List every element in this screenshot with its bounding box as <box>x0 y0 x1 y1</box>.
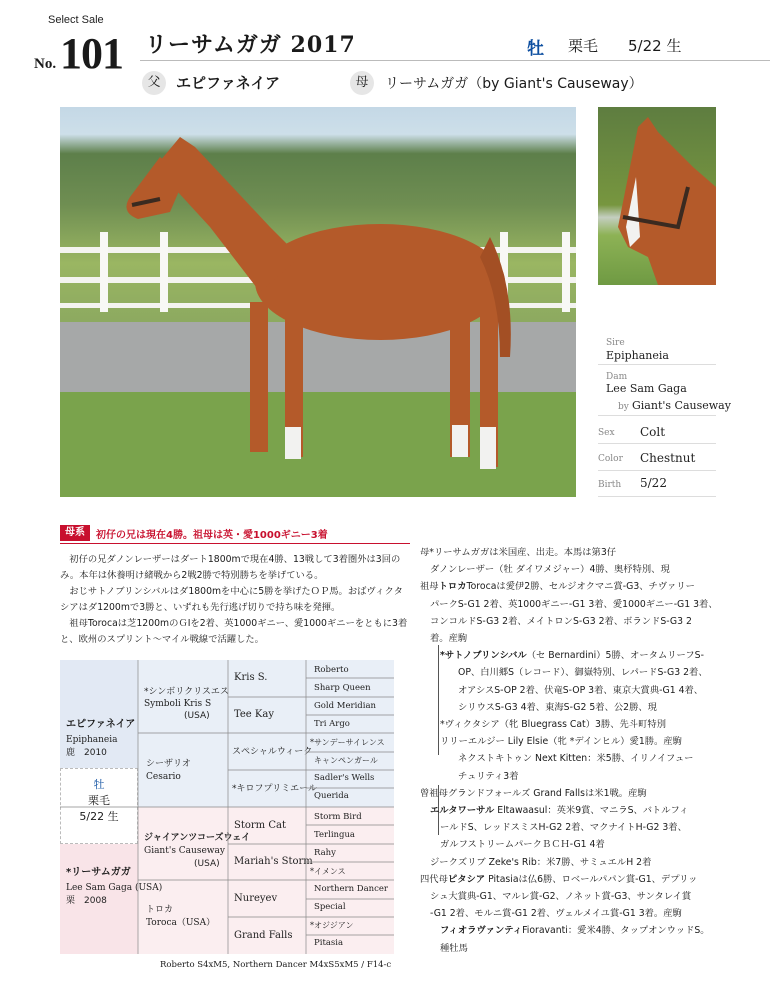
family-line-prefix: 四代母 <box>420 873 448 885</box>
info-birth-label: Birth <box>598 480 622 490</box>
pedigree-table <box>60 660 394 954</box>
pedigree-g2-country: (USA) <box>184 711 210 721</box>
pedigree-g4: Tri Argo <box>314 719 350 729</box>
info-sire-label: Sire <box>606 338 625 348</box>
family-text <box>420 544 720 957</box>
pedigree-dam-en: Lee Sam Gaga (USA) <box>66 883 163 893</box>
pedigree-g4: *サンデーサイレンス <box>310 738 385 747</box>
coat-label: 栗毛 <box>568 37 599 55</box>
pedigree-dam: *リーサムガガ <box>66 867 131 878</box>
pedigree-g2: *シンボリクリスエス <box>144 687 229 697</box>
family-line-prefix: 祖母 <box>420 581 439 593</box>
info-dam-label: Dam <box>606 372 628 382</box>
family-line-text: パークS-G1 2着、英1000ギニー-G1 3着、愛1000ギニー-G1 3着、 <box>430 598 718 610</box>
pedigree-g4: Gold Meridian <box>314 701 376 711</box>
pedigree-sire-info: 鹿 2010 <box>66 748 107 758</box>
inbreeding-crosses: Roberto S4xM5, Northern Dancer M4xS5xM5 / F14-c <box>160 960 392 970</box>
info-divider <box>598 496 716 497</box>
info-damsire: Giant's Causeway <box>632 399 731 412</box>
family-line <box>420 940 720 957</box>
info-divider <box>598 470 716 471</box>
family-line <box>420 768 720 785</box>
horse-photo <box>60 107 576 497</box>
dam-paragraph: 祖母Torocaは芝1200mのＧⅠを2着、英1000ギニー、愛1000ギニーをともに3着と、欧州のスプリント〜マイル戦線で活躍した。 <box>60 618 408 645</box>
family-line <box>420 819 720 836</box>
dam-line-tag: 母系 <box>60 525 90 541</box>
family-line <box>420 785 720 802</box>
pedigree-g4: Northern Dancer <box>314 884 388 894</box>
pedigree-g2-en: Symboli Kris S <box>144 699 212 709</box>
info-divider <box>598 415 716 416</box>
family-line-text: リリーエルジー Lily Elsie（牝 *デインヒル）愛1勝。産駒 <box>440 736 682 748</box>
family-line-text: コンコルドS-G3 2着、メイトロンS-G3 2着、ボランドS-G3 2 <box>430 615 692 627</box>
family-line <box>420 578 720 595</box>
family-horse-name: エルタワーサル <box>430 805 495 817</box>
info-dam-by: by <box>618 402 629 412</box>
pedigree-g4: Terlingua <box>314 830 355 840</box>
family-line-text: Torocaは愛伊2勝、セルジオクマニ賞-G3、チヴァリー <box>466 581 695 593</box>
pedigree-g4: Sadler's Wells <box>314 773 375 783</box>
pedigree-g4: キャンペンガール <box>314 756 378 765</box>
pedigree-g3: Mariah's Storm <box>234 856 313 867</box>
family-line-text: -G1 2着、モルニ賞-G1 2着、ヴェルメイユ賞-G1 3着。産駒 <box>430 908 682 920</box>
family-line-text: ジークズリブ Zeke's Rib：米7勝、サミュエルH 2着 <box>430 856 652 868</box>
info-divider <box>598 443 716 444</box>
pedigree-g3: *キロフプリミエール <box>232 784 317 794</box>
family-horse-name: トロカ <box>438 581 467 593</box>
family-line-text: *ヴィクタシア（牝 Bluegrass Cat）3勝、先斗町特別 <box>440 719 666 731</box>
family-line <box>420 836 720 853</box>
family-line-text: 種牡馬 <box>440 942 468 954</box>
family-line <box>420 664 720 681</box>
family-line <box>420 871 720 888</box>
pedigree-g3: Kris S. <box>234 672 268 683</box>
info-dam: Lee Sam Gaga <box>606 382 687 395</box>
family-line <box>420 802 720 819</box>
sire-name: エピファネイア <box>176 74 280 92</box>
family-line <box>420 613 720 630</box>
family-line <box>420 922 720 939</box>
lot-number: 101 <box>60 29 123 78</box>
family-line <box>420 733 720 750</box>
info-birth: 5/22 <box>640 476 667 490</box>
info-sex: Colt <box>640 425 666 439</box>
family-line-text: 母*リーサムガガは米国産、出走。本馬は第3仔 <box>420 547 617 558</box>
pedigree-g2: シーザリオ <box>146 759 191 769</box>
family-line-text: ガルフストリームパークＢＣＨ-G1 4着 <box>440 839 605 851</box>
family-line-text: シリウスS-G3 4着、東海S-G2 5着、公2勝、現 <box>458 701 657 713</box>
pedigree-g3: Storm Cat <box>234 820 286 831</box>
pedigree-g4: Special <box>314 902 346 912</box>
family-horse-name: *サトノブリンシバル <box>440 650 527 662</box>
family-line-text: ールドS、レッドスミスH-G2 2着、マクナイトH-G2 3着、 <box>440 822 687 834</box>
pedigree-g3: Grand Falls <box>234 930 293 941</box>
pedigree-g4: Roberto <box>314 665 349 675</box>
family-line <box>420 544 720 561</box>
info-sex-label: Sex <box>598 428 615 438</box>
pedigree-g3: Tee Kay <box>234 709 274 720</box>
family-line-text: Pitasiaは仏6勝、ロベールパパン賞-G1、デプリッ <box>485 873 698 885</box>
page-title: リーサムガガ 2017 <box>145 32 356 58</box>
family-line <box>420 888 720 905</box>
family-line-text: 曾祖母グランドフォールズ Grand Fallsは米1戦。産駒 <box>420 787 647 799</box>
portrait-illustration <box>598 107 716 285</box>
family-line <box>420 750 720 767</box>
info-color-label: Color <box>598 454 623 464</box>
lot-number-prefix: No. <box>34 56 57 72</box>
family-line <box>420 596 720 613</box>
pedigree-g2: トロカ <box>146 905 174 915</box>
family-line <box>420 630 720 647</box>
family-line <box>420 905 720 922</box>
dam-line-rule <box>60 543 410 544</box>
family-horse-name: フィオラヴァンティ <box>440 925 523 937</box>
family-line-text: OP、白川郷S（レコード）、御嶽特別、レパードS-G3 2着、 <box>458 667 708 679</box>
info-color: Chestnut <box>640 451 696 465</box>
dam-mark: 母 <box>350 71 374 95</box>
family-line <box>420 699 720 716</box>
sire-mark: 父 <box>142 71 166 95</box>
pedigree-g3: スペシャルウィーク <box>232 747 313 757</box>
dam-name: リーサムガガ（by Giant's Causeway） <box>385 76 643 92</box>
dam-paragraph: 初仔の兄ダノンレーザーはダート1800mで現在4勝、13戦して3着圏外は3回のみ。本年は休養明け緒戦から2戦2勝で特別勝ちを挙げている。 <box>60 554 401 581</box>
family-line-text: シュ大賞典-G1、マルレ賞-G2、ノネット賞-G3、サンタレイ賞 <box>430 891 692 903</box>
dam-line-body <box>60 552 412 648</box>
pedigree-dam-info: 栗 2008 <box>66 896 107 906</box>
family-line <box>420 716 720 733</box>
family-line-text: オアシスS-OP 2着、伏竜S-OP 3着、東京大賞典-G1 4着、 <box>458 684 704 696</box>
pedigree-g4: Rahy <box>314 848 336 858</box>
info-sire: Epiphaneia <box>606 349 669 362</box>
pedigree-g2-country: (USA) <box>194 859 220 869</box>
family-horse-name: ピタシア <box>447 873 486 885</box>
horse-illustration <box>60 107 576 497</box>
pedigree-g4: Pitasia <box>314 938 344 948</box>
pedigree-g4: Storm Bird <box>314 812 362 822</box>
dam-line-headline: 初仔の兄は現在4勝。祖母は英・愛1000ギニー3着 <box>96 530 328 541</box>
family-line-text: 着。産駒 <box>430 633 468 645</box>
family-line <box>420 682 720 699</box>
sex-label: 牡 <box>527 39 544 59</box>
family-line-text: Eltawaasul：英米9賞、マニラS、バトルフィ <box>494 805 689 817</box>
pedigree-gridlines <box>60 660 394 954</box>
pedigree-g4: Querida <box>314 791 349 801</box>
foal-birth: 5/22 生 <box>79 810 119 823</box>
sale-label: Select Sale <box>48 14 104 26</box>
dam-paragraph: おじサトノブリンシバルはダ1800mを中心に5勝を挙げたＯＰ馬。おばヴィクタシアはダ1200mで3勝と、いずれも先行逃げ切りで持ち味を発揮。 <box>60 586 403 613</box>
family-line-text: ダノンレーザー（牡 ダイワメジャー）4勝、奥杼特別、現 <box>430 564 670 576</box>
birth-date: 5/22 生 <box>628 37 682 55</box>
pedigree-g2-en: Giant's Causeway <box>144 846 225 856</box>
family-line-text: ネクストキトゥン Next Kitten：米5勝、イリノイフュー <box>458 753 694 765</box>
family-line-text: チュリティ3着 <box>458 770 519 782</box>
pedigree-g4: *オジジアン <box>310 921 354 930</box>
pedigree-g2-en: Toroca（USA） <box>146 918 216 928</box>
foal-coat: 栗毛 <box>88 794 110 807</box>
pedigree-g4: *イメンス <box>310 867 346 876</box>
family-line <box>420 561 720 578</box>
family-line <box>420 647 720 664</box>
horse-portrait <box>598 107 716 285</box>
pedigree-sire: エピファネイア <box>66 719 136 730</box>
pedigree-g4: Sharp Queen <box>314 683 371 693</box>
info-divider <box>598 364 716 365</box>
family-line-text: （セ Bernardini）5勝、オータムリーフS- <box>526 650 704 662</box>
pedigree-g2-en: Cesario <box>146 772 181 782</box>
pedigree-g2: ジャイアンツコーズウェイ <box>144 833 251 843</box>
pedigree-g3: Nureyev <box>234 893 278 904</box>
pedigree-sire-en: Epiphaneia <box>66 735 118 745</box>
family-line <box>420 854 720 871</box>
header-divider <box>140 60 770 61</box>
foal-sex: 牡 <box>93 778 105 791</box>
family-line-text: Fioravanti：愛米4勝、タップオンウッドS。 <box>522 925 710 937</box>
